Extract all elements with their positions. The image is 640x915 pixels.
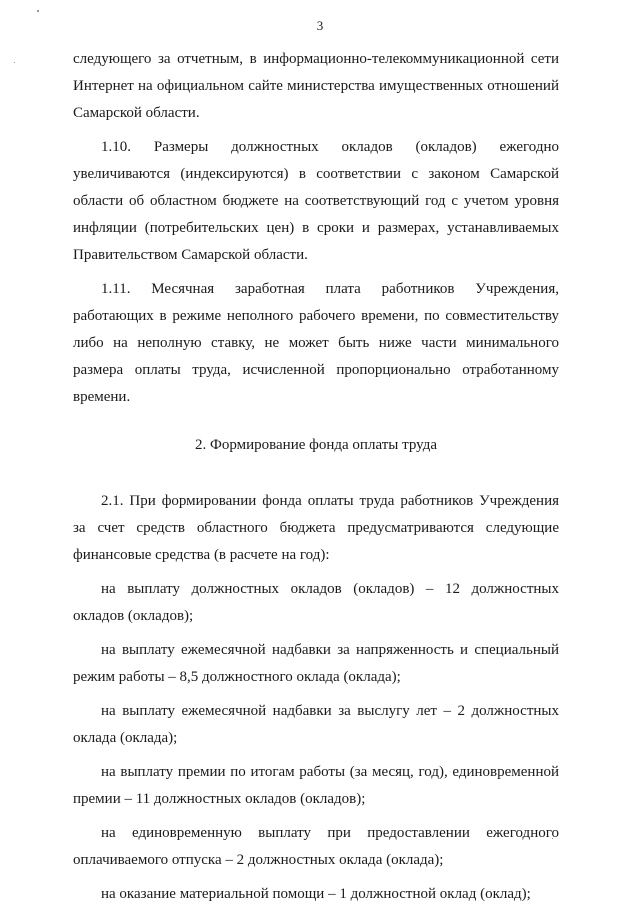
text-line: работающих в режиме неполного рабочего времени, по совместительству (73, 308, 559, 324)
page-number: 3 (316, 18, 324, 33)
list-item (73, 698, 559, 752)
text-line: на единовременную выплату при предоставлении ежегодного (101, 825, 559, 841)
text-line: за счет средств областного бюджета предусматриваются следующие (73, 520, 559, 536)
list-item (73, 881, 559, 908)
text-line: на выплату премии по итогам работы (за месяц, год), единовременной (101, 764, 559, 780)
text-line: на оказание материальной помощи – 1 должностной оклад (оклад); (101, 886, 531, 902)
section-heading: 2. Формирование фонда оплаты труда (195, 437, 437, 453)
text-line: времени. (73, 389, 131, 405)
document-body (73, 46, 559, 915)
text-line: следующего за отчетным, в информационно-телекоммуникационной сети (73, 51, 559, 67)
scan-speck (37, 10, 39, 12)
text-line: инфляции (потребительских цен) в сроки и размерах, устанавливаемых (73, 220, 559, 236)
paragraph (73, 46, 559, 127)
list-item (73, 576, 559, 630)
text-line: на выплату должностных окладов (окладов) – 12 должностных (101, 581, 559, 597)
text-line: 2.1. При формировании фонда оплаты труда работников Учреждения (101, 493, 559, 509)
text-line: на выплату ежемесячной надбавки за выслугу лет – 2 должностных (101, 703, 559, 719)
scan-speck (14, 62, 15, 63)
text-line: Интернет на официальном сайте министерства имущественных отношений (73, 78, 559, 94)
text-line: на выплату ежемесячной надбавки за напряженность и специальный (101, 642, 559, 658)
list-item (73, 820, 559, 874)
paragraph (73, 488, 559, 569)
text-line: размера оплаты труда, исчисленной пропорционально отработанному (73, 362, 559, 378)
text-line: 1.10. Размеры должностных окладов (окладов) ежегодно (101, 139, 559, 155)
text-line: увеличиваются (индексируются) в соответствии с законом Самарской (73, 166, 559, 182)
list-item (73, 637, 559, 691)
text-line: окладов (окладов); (73, 608, 194, 624)
paragraph (73, 276, 559, 411)
text-line: премии – 11 должностных окладов (окладов); (73, 791, 366, 807)
list-item (73, 759, 559, 813)
text-line: оклада (оклада); (73, 730, 178, 746)
text-line: либо на неполную ставку, не может быть ниже части минимального (73, 335, 559, 351)
text-line: Самарской области. (73, 105, 200, 121)
text-line: 1.11. Месячная заработная плата работников Учреждения, (101, 281, 559, 297)
text-line: финансовые средства (в расчете на год): (73, 547, 330, 563)
text-line: Правительством Самарской области. (73, 247, 308, 263)
paragraph (73, 134, 559, 269)
text-line: режим работы – 8,5 должностного оклада (оклада); (73, 669, 401, 685)
text-line: оплачиваемого отпуска – 2 должностных оклада (оклада); (73, 852, 444, 868)
text-line: области об областном бюджете на соответствующий год с учетом уровня (73, 193, 559, 209)
